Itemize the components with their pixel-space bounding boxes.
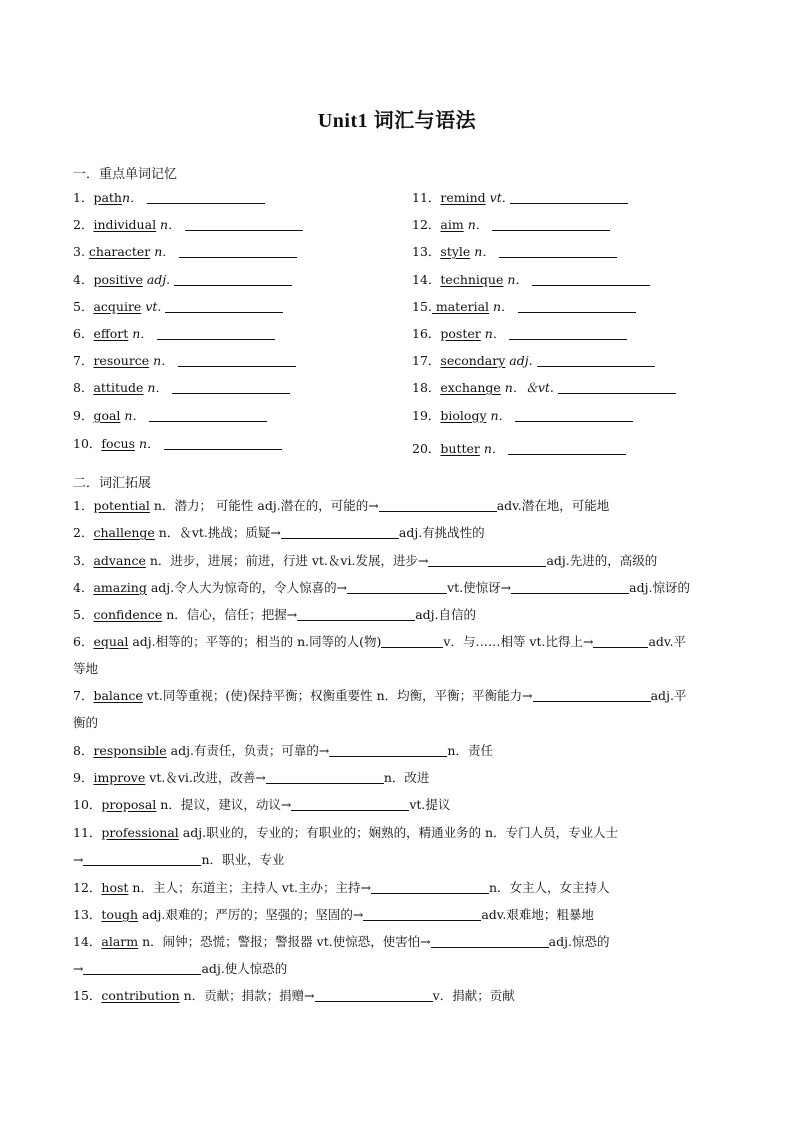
- item-number: 14．: [73, 934, 102, 949]
- part-of-speech: n．: [470, 244, 499, 259]
- item-number: 13．: [412, 244, 441, 259]
- vocab-item: [73, 353, 296, 369]
- part-of-speech: n．: [149, 353, 178, 368]
- vocab-item: [73, 436, 282, 452]
- item-text: n．信心，信任；把握→: [162, 607, 298, 622]
- expansion-item: [73, 498, 609, 514]
- vocab-item: [73, 244, 297, 260]
- item-number: 9．: [73, 770, 94, 785]
- answer-blank[interactable]: [533, 689, 651, 702]
- vocab-word: alarm: [101, 934, 139, 949]
- item-number: 15．: [73, 988, 102, 1003]
- answer-blank[interactable]: [281, 526, 399, 539]
- expansion-item: [73, 688, 686, 704]
- vocab-word: goal: [93, 408, 121, 423]
- vocab-word: host: [101, 880, 129, 895]
- expansion-item: [73, 770, 429, 786]
- part-of-speech: n．: [120, 408, 149, 423]
- item-number: 20．: [412, 441, 441, 456]
- vocab-item: [73, 299, 283, 315]
- vocab-item: [73, 380, 290, 396]
- item-text: n．闹钟；恐慌；警报；警报器 vt.使惊恐，使害怕→: [138, 934, 431, 949]
- answer-blank[interactable]: [558, 381, 676, 394]
- item-number: 3.: [73, 244, 89, 259]
- vocab-item: [412, 353, 655, 369]
- expansion-item: [73, 634, 686, 650]
- item-text: n．职业，专业: [201, 852, 285, 867]
- page-title: Unit1 词汇与语法: [317, 110, 477, 132]
- part-of-speech: n．: [463, 217, 493, 232]
- expansion-item-continuation: [73, 852, 285, 868]
- item-text: adj.有责任，负责；可靠的→: [166, 743, 330, 758]
- expansion-item: [73, 743, 493, 759]
- vocab-word: improve: [93, 770, 146, 785]
- expansion-item: [73, 934, 609, 950]
- answer-blank[interactable]: [515, 409, 633, 422]
- answer-blank[interactable]: [266, 771, 384, 784]
- answer-blank[interactable]: [428, 554, 546, 567]
- item-number: 8．: [73, 743, 94, 758]
- item-number: 14．: [412, 272, 441, 287]
- item-number: 1．: [73, 498, 94, 513]
- item-number: 12．: [73, 880, 102, 895]
- item-text: adj.艰难的；严厉的；坚强的；坚固的→: [138, 907, 364, 922]
- vocab-word: attitude: [93, 380, 144, 395]
- part-of-speech: n．＆vt.: [500, 380, 558, 395]
- answer-blank[interactable]: [149, 409, 267, 422]
- item-text: v．与……相等 vt.比得上→: [443, 634, 594, 649]
- item-number: 18．: [412, 380, 441, 395]
- item-text: 衡的: [73, 715, 99, 730]
- item-number: 5．: [73, 299, 94, 314]
- answer-blank[interactable]: [179, 245, 297, 258]
- item-number: 2．: [73, 217, 94, 232]
- vocab-word: resource: [93, 353, 150, 368]
- vocab-word: potential: [93, 498, 150, 513]
- item-number: 10．: [73, 436, 102, 451]
- vocab-word: tough: [101, 907, 139, 922]
- item-text: vt.提议: [409, 797, 451, 812]
- item-text: vt.＆vi.改进，改善→: [145, 770, 266, 785]
- answer-blank[interactable]: [509, 327, 627, 340]
- vocab-word: confidence: [93, 607, 163, 622]
- item-text: adj.职业的，专业的；有职业的；娴熟的，精通业务的 n．专门人员，专业人士: [178, 825, 619, 840]
- vocab-item: [412, 326, 627, 342]
- item-number: 17．: [412, 353, 441, 368]
- vocab-item: [412, 441, 626, 457]
- item-text: n．责任: [447, 743, 493, 758]
- item-text: adj.平: [650, 688, 687, 703]
- vocab-item: [73, 217, 303, 233]
- part-of-speech: n．: [143, 380, 172, 395]
- vocab-item: [412, 272, 650, 288]
- item-number: 4．: [73, 272, 94, 287]
- vocab-word: individual: [93, 217, 157, 232]
- item-text: n．潜力； 可能性 adj.潜在的，可能的→: [149, 498, 379, 513]
- answer-blank[interactable]: [315, 989, 433, 1002]
- part-of-speech: n．: [489, 299, 518, 314]
- answer-blank[interactable]: [371, 881, 489, 894]
- item-number: 13．: [73, 907, 102, 922]
- part-of-speech: n．: [480, 326, 510, 341]
- item-text: n．进步，进展；前进，行进 vt.＆vi.发展，进步→: [145, 553, 429, 568]
- item-number: 6．: [73, 326, 94, 341]
- item-text: n．提议，建议，动议→: [156, 797, 292, 812]
- item-text: adv.潜在地，可能地: [496, 498, 610, 513]
- answer-blank[interactable]: [492, 218, 610, 231]
- vocab-word: material: [431, 299, 490, 314]
- item-number: 15.: [412, 299, 432, 314]
- answer-blank[interactable]: [508, 442, 626, 455]
- expansion-item: [73, 880, 610, 896]
- answer-blank[interactable]: [379, 499, 497, 512]
- item-number: 9．: [73, 408, 94, 423]
- vocab-item: [73, 272, 292, 288]
- item-number: 16．: [412, 326, 441, 341]
- item-text: n．贡献；捐款；捐赠→: [179, 988, 315, 1003]
- vocab-word: remind: [440, 190, 486, 205]
- vocab-word: contribution: [101, 988, 180, 1003]
- item-number: 2．: [73, 525, 94, 540]
- answer-blank[interactable]: [164, 437, 282, 450]
- expansion-item-continuation: [73, 715, 98, 731]
- item-text: n．女主人，女主持人: [488, 880, 610, 895]
- item-text: →: [73, 852, 84, 867]
- item-text: adj.使人惊恐的: [201, 961, 288, 976]
- part-of-speech: n．: [128, 326, 157, 341]
- part-of-speech: n．: [121, 190, 147, 205]
- vocab-item: [73, 190, 265, 206]
- vocab-word: proposal: [101, 797, 157, 812]
- expansion-item: [73, 580, 690, 596]
- expansion-item: [73, 607, 476, 623]
- answer-blank[interactable]: [178, 354, 296, 367]
- item-text: adv.平: [648, 634, 686, 649]
- answer-blank[interactable]: [537, 354, 655, 367]
- vocab-word: challenge: [93, 525, 155, 540]
- item-number: 1．: [73, 190, 94, 205]
- item-number: 12．: [412, 217, 441, 232]
- expansion-item: [73, 553, 657, 569]
- vocab-word: advance: [93, 553, 146, 568]
- vocab-word: amazing: [93, 580, 147, 595]
- vocab-word: technique: [440, 272, 504, 287]
- vocab-word: acquire: [93, 299, 142, 314]
- item-text: adj.先进的，高级的: [546, 553, 658, 568]
- answer-blank[interactable]: [347, 581, 447, 594]
- item-number: 8．: [73, 380, 94, 395]
- answer-blank[interactable]: [518, 300, 636, 313]
- expansion-item-continuation: [73, 661, 98, 677]
- vocab-word: poster: [440, 326, 481, 341]
- part-of-speech: n．: [156, 217, 185, 232]
- vocab-word: exchange: [440, 380, 501, 395]
- item-text: adj.惊讶的: [629, 580, 690, 595]
- item-text: 等地: [73, 661, 99, 676]
- vocab-word: focus: [101, 436, 136, 451]
- vocab-word: aim: [440, 217, 464, 232]
- vocab-item: [412, 299, 636, 315]
- item-text: →: [73, 961, 84, 976]
- item-text: vt.使惊讶→: [447, 580, 512, 595]
- expansion-item: [73, 907, 594, 923]
- answer-blank[interactable]: [147, 191, 265, 204]
- vocab-item: [73, 408, 267, 424]
- item-text: n．＆vt.挑战；质疑→: [154, 525, 281, 540]
- item-text: adj.自信的: [415, 607, 477, 622]
- item-text: n．改进: [383, 770, 430, 785]
- item-number: 11．: [412, 190, 441, 205]
- vocab-item: [73, 326, 275, 342]
- item-text: adv.艰难地；粗暴地: [481, 907, 594, 922]
- part-of-speech: vt.: [141, 299, 166, 314]
- expansion-item: [73, 988, 515, 1004]
- item-text: adj.惊恐的: [548, 934, 610, 949]
- item-number: 19．: [412, 408, 441, 423]
- part-of-speech: n．: [150, 244, 179, 259]
- vocab-word: path: [93, 190, 122, 205]
- answer-blank[interactable]: [291, 798, 409, 811]
- answer-blank[interactable]: [83, 853, 201, 866]
- vocab-item: [412, 408, 633, 424]
- answer-blank[interactable]: [185, 218, 303, 231]
- part-of-speech: adj.: [505, 353, 537, 368]
- answer-blank[interactable]: [593, 635, 648, 648]
- vocab-word: secondary: [440, 353, 506, 368]
- vocab-word: character: [88, 244, 151, 259]
- item-number: 7．: [73, 353, 94, 368]
- answer-blank[interactable]: [511, 581, 629, 594]
- vocab-word: balance: [93, 688, 143, 703]
- answer-blank[interactable]: [381, 635, 443, 648]
- vocab-word: professional: [101, 825, 179, 840]
- vocab-word: equal: [93, 634, 129, 649]
- item-number: 6．: [73, 634, 94, 649]
- item-text: adj.有挑战性的: [398, 525, 485, 540]
- part-of-speech: vt.: [485, 190, 510, 205]
- vocab-word: effort: [93, 326, 129, 341]
- part-of-speech: n．: [479, 441, 509, 456]
- answer-blank[interactable]: [172, 381, 290, 394]
- part-of-speech: n．: [503, 272, 532, 287]
- item-text: v．捐献；贡献: [432, 988, 515, 1003]
- vocab-word: style: [440, 244, 471, 259]
- answer-blank[interactable]: [431, 935, 549, 948]
- item-number: 7．: [73, 688, 94, 703]
- answer-blank[interactable]: [363, 908, 481, 921]
- part-of-speech: n．: [486, 408, 516, 423]
- vocab-item: [412, 217, 610, 233]
- vocab-item: [412, 380, 676, 396]
- item-number: 5．: [73, 607, 94, 622]
- answer-blank[interactable]: [174, 273, 292, 286]
- item-text: adj.令人大为惊奇的，令人惊喜的→: [146, 580, 348, 595]
- part-of-speech: adj.: [142, 272, 175, 287]
- item-number: 11．: [73, 825, 102, 840]
- answer-blank[interactable]: [165, 300, 283, 313]
- vocab-word: biology: [440, 408, 487, 423]
- answer-blank[interactable]: [157, 327, 275, 340]
- expansion-item-continuation: [73, 961, 287, 977]
- expansion-item: [73, 825, 618, 841]
- item-text: vt.同等重视；(使)保持平衡；权衡重要性 n．均衡，平衡；平衡能力→: [142, 688, 533, 703]
- answer-blank[interactable]: [499, 245, 617, 258]
- vocab-item: [412, 190, 628, 206]
- answer-blank[interactable]: [532, 273, 650, 286]
- part-of-speech: n．: [135, 436, 164, 451]
- answer-blank[interactable]: [297, 608, 415, 621]
- answer-blank[interactable]: [83, 962, 201, 975]
- expansion-item: [73, 797, 450, 813]
- item-text: n．主人；东道主；主持人 vt.主办；主持→: [128, 880, 371, 895]
- vocab-item: [412, 244, 617, 260]
- section1-heading: 一．重点单词记忆: [73, 167, 178, 182]
- section2-heading: 二．词汇拓展: [73, 476, 152, 491]
- answer-blank[interactable]: [510, 191, 628, 204]
- answer-blank[interactable]: [329, 744, 447, 757]
- vocab-word: responsible: [93, 743, 167, 758]
- item-text: adj.相等的；平等的；相当的 n.同等的人(物): [128, 634, 382, 649]
- item-number: 3．: [73, 553, 94, 568]
- vocab-word: positive: [93, 272, 143, 287]
- expansion-item: [73, 525, 485, 541]
- item-number: 4．: [73, 580, 94, 595]
- vocab-word: butter: [440, 441, 480, 456]
- item-number: 10．: [73, 797, 102, 812]
